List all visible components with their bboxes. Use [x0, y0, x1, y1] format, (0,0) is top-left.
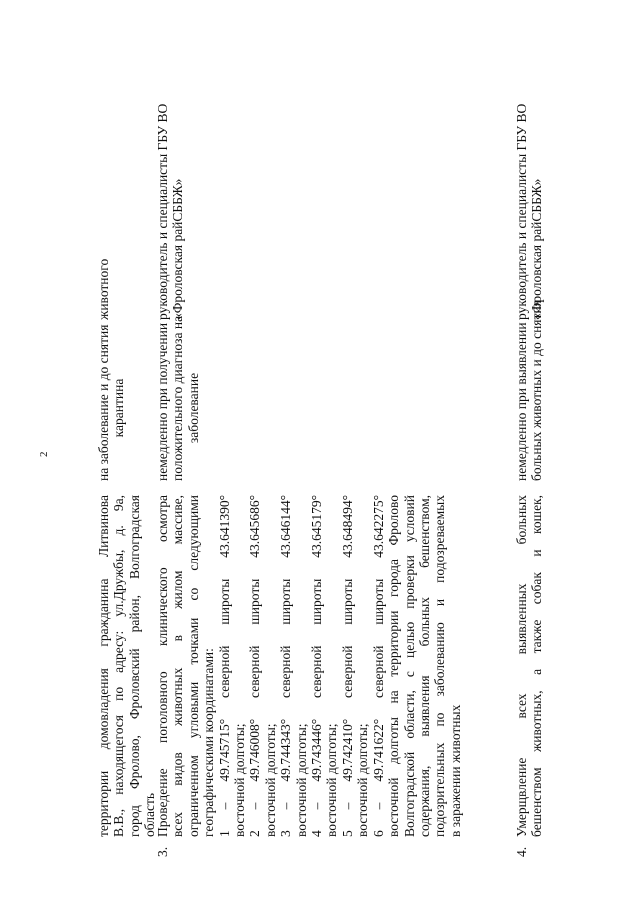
activity-line: восточной долготы на территории города Фролово [386, 495, 402, 837]
coordinate-line: 4 – 49.743446° северной широты 43.645179° [309, 495, 325, 837]
coordinate-line: 6 – 49.741622° северной широты 43.642275° [370, 495, 386, 837]
activity-line: город Фролово, Фроловский район, Волгоградская [126, 495, 142, 837]
coordinate-line: 2 – 49.746008° северной широты 43.645686° [247, 495, 263, 837]
activity-line: область [142, 792, 158, 837]
deadline-cell [514, 300, 545, 481]
activity-line: Волгоградской области, с целью проверки условий [401, 495, 417, 837]
responsible-line: животного [96, 258, 111, 320]
activity-line: восточной долготы; [262, 723, 278, 837]
activity-line: содержания, выявления больных бешенством, [416, 495, 432, 837]
deadline-cell [155, 315, 201, 481]
deadline-line: больных животных и до снятия [529, 300, 545, 481]
coordinate-line: 1 – 49.745715° северной широты 43.641390° [216, 495, 232, 837]
activity-cell [514, 495, 545, 837]
deadline-cell [96, 324, 127, 481]
row-number: 3. [155, 846, 170, 857]
activity-line: в заражении животных [447, 704, 463, 837]
activity-line: восточной долготы; [355, 723, 371, 837]
responsible-line: «Фроловская райСББЖ» [529, 178, 545, 320]
activity-line: территории домовладения гражданина Литвинова [96, 495, 111, 837]
activity-line: бешенством животных, а также собак и кошек, [529, 495, 545, 837]
activity-line: всех видов животных в жилом массиве, [170, 495, 186, 837]
responsible-cell [155, 30, 186, 320]
responsible-line: руководитель и специалисты ГБУ ВО [155, 103, 170, 320]
activity-line: ограниченном угловыми точками со следующими [185, 495, 201, 837]
activity-line: Умерщвление всех выявленных больных [514, 495, 529, 837]
activity-line: географическими координатами: [201, 648, 217, 837]
deadline-line: карантина [111, 378, 127, 438]
deadline-line: немедленно при получении [155, 322, 170, 481]
deadline-line: положительного диагноза на [170, 315, 186, 481]
page-number: 2 [38, 451, 50, 457]
row-number: 4. [514, 846, 529, 857]
activity-line: В.В., находящегося по адресу: ул.Дружбы, д. 9а, [111, 495, 127, 837]
coordinate-line: 3 – 49.744343° северной широты 43.646144° [278, 495, 294, 837]
activity-line: восточной долготы; [293, 723, 309, 837]
responsible-line: «Фроловская райСББЖ» [170, 178, 186, 320]
deadline-line: заболевание [185, 372, 201, 444]
coordinate-line: 5 – 49.742410° северной широты 43.648494° [339, 495, 355, 837]
deadline-line: немедленно при выявлении [514, 322, 529, 481]
activity-line: восточной долготы; [232, 723, 248, 837]
responsible-line: руководитель и специалисты ГБУ ВО [514, 103, 529, 320]
activity-cell [155, 495, 463, 837]
responsible-cell [96, 30, 111, 320]
activity-line: Проведение поголовного клинического осмотра [155, 495, 170, 837]
activity-line: восточной долготы; [324, 723, 340, 837]
responsible-cell [514, 30, 545, 320]
activity-line: подозрительных по заболеванию и подозреваемых [432, 495, 448, 837]
deadline-line: на заболевание и до снятия [96, 324, 111, 481]
activity-cell [96, 495, 158, 837]
